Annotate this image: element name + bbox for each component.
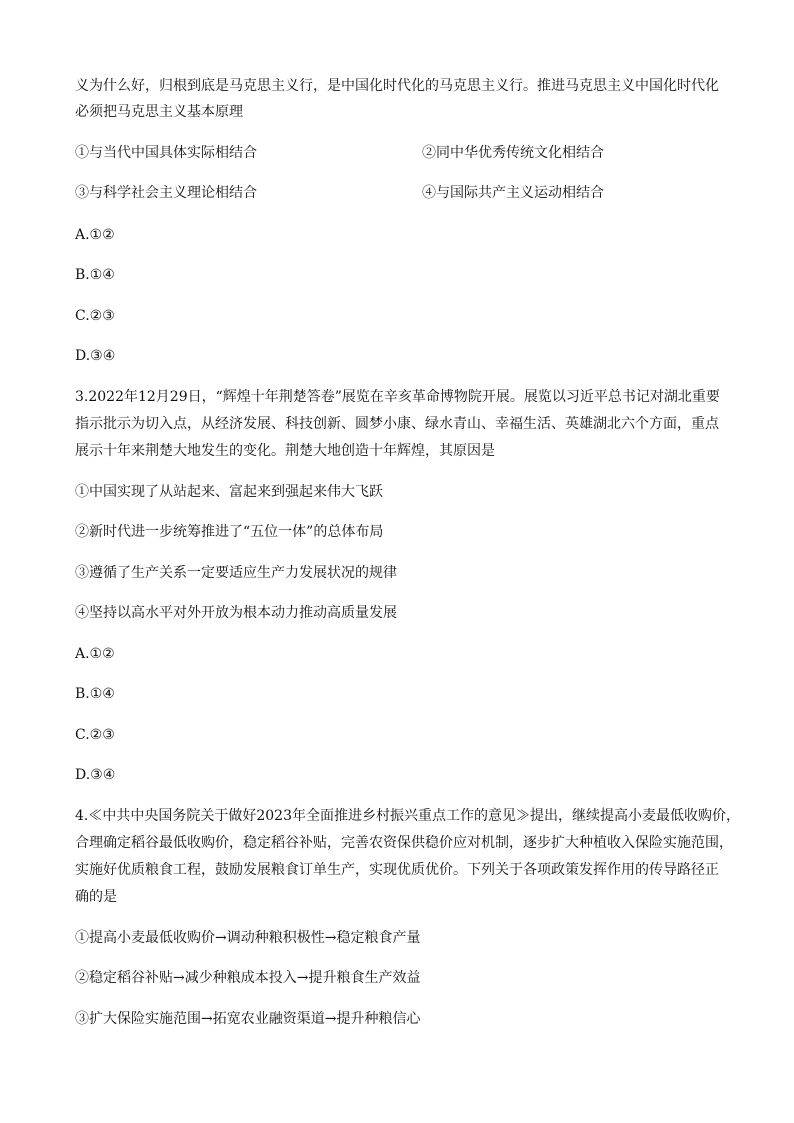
q2-statement-1: ①与当代中国具体实际相结合: [75, 145, 257, 161]
q2-option-b[interactable]: B.①④: [75, 267, 115, 283]
q3-option-c[interactable]: C.②③: [75, 727, 115, 743]
q2-option-d[interactable]: D.③④: [75, 348, 116, 364]
q2-stem-line-1: 义为什么好，归根到底是马克思主义行，是中国化时代化的马克思主义行。推进马克思主义中国化时代化: [75, 78, 719, 94]
q4-stem-line-2: 合理确定稻谷最低收购价，稳定稻谷补贴，完善农资保供稳价应对机制，逐步扩大种植收入保险实施范围，: [75, 835, 733, 851]
q3-statement-2: ②新时代进一步统筹推进了“五位一体”的总体布局: [75, 524, 384, 540]
q3-statement-1: ①中国实现了从站起来、富起来到强起来伟大飞跃: [75, 484, 383, 500]
q3-stem-line-2: 指示批示为切入点，从经济发展、科技创新、圆梦小康、绿水青山、幸福生活、英雄湖北六个方面，重点: [75, 416, 719, 432]
q4-stem-line-3: 实施好优质粮食工程，鼓励发展粮食订单生产，实现优质优价。下列关于各项政策发挥作用的传导路径正: [75, 862, 719, 878]
q3-statement-4: ④坚持以高水平对外开放为根本动力推动高质量发展: [75, 605, 397, 621]
q3-option-d[interactable]: D.③④: [75, 767, 116, 783]
q2-statement-3: ③与科学社会主义理论相结合: [75, 185, 257, 201]
q2-stem-line-2: 必须把马克思主义基本原理: [75, 104, 243, 120]
q4-statement-1: ①提高小麦最低收购价→调动种粮积极性→稳定粮食产量: [75, 930, 421, 946]
q2-statement-2: ②同中华优秀传统文化相结合: [422, 145, 604, 161]
q2-option-c[interactable]: C.②③: [75, 308, 115, 324]
q3-stem-line-1: 3.2022年12月29日，“辉煌十年荆楚答卷”展览在辛亥革命博物院开展。展览以习近平总书记对湖北重要: [75, 389, 720, 405]
q4-stem-line-1: 4.≪中共中央国务院关于做好2023年全面推进乡村振兴重点工作的意见≫提出，继续提高小麦最低收购价，: [75, 808, 740, 824]
q3-statement-3: ③遵循了生产关系一定要适应生产力发展状况的规律: [75, 565, 397, 581]
q3-stem-line-3: 展示十年来荆楚大地发生的变化。荆楚大地创造十年辉煌，其原因是: [75, 443, 495, 459]
q3-option-a[interactable]: A.①②: [75, 646, 115, 662]
q3-option-b[interactable]: B.①④: [75, 686, 115, 702]
q2-option-a[interactable]: A.①②: [75, 227, 115, 243]
q4-statement-3: ③扩大保险实施范围→拓宽农业融资渠道→提升种粮信心: [75, 1011, 421, 1027]
q4-statement-2: ②稳定稻谷补贴→减少种粮成本投入→提升粮食生产效益: [75, 970, 421, 986]
q4-stem-line-4: 确的是: [75, 889, 117, 905]
q2-statement-4: ④与国际共产主义运动相结合: [422, 185, 604, 201]
